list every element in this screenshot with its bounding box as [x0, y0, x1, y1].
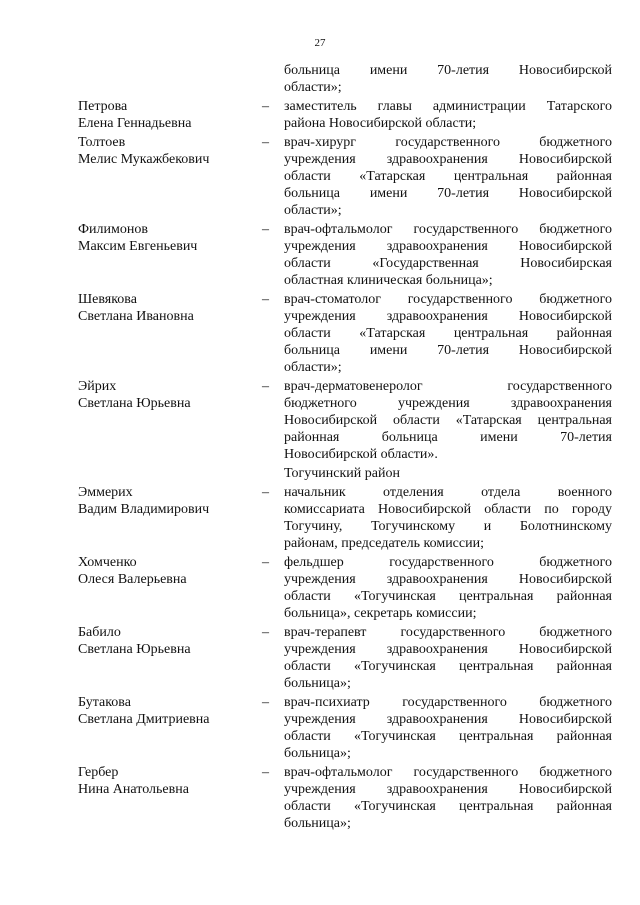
member-name: [78, 291, 262, 325]
description-line: больница имени 70-летия Новосибирской: [284, 186, 612, 201]
member-name: [78, 98, 262, 132]
member-description: [284, 291, 612, 376]
member-name: [78, 378, 262, 412]
member-surname: Петрова: [78, 99, 128, 114]
description-line: Новосибирской области».: [284, 447, 438, 462]
member-entry: [78, 134, 612, 219]
member-entry: [78, 554, 612, 622]
description-line: врач-терапевт государственного бюджетного: [284, 625, 612, 640]
description-line: начальник отделения отдела военного: [284, 485, 612, 500]
member-name: [78, 764, 262, 798]
member-given-names: Нина Анатольевна: [78, 782, 189, 797]
description-line: области «Татарская центральная районная: [284, 326, 612, 341]
member-entry: [78, 694, 612, 762]
dash-separator: –: [262, 99, 269, 114]
member-given-names: Мелис Мукажбекович: [78, 152, 210, 167]
member-entry: [78, 221, 612, 289]
member-surname: Бутакова: [78, 695, 131, 710]
dash-separator: –: [262, 555, 269, 570]
member-name: [78, 484, 262, 518]
description-line: области «Тогучинская центральная районная: [284, 799, 612, 814]
member-description: [284, 221, 612, 289]
member-given-names: Светлана Юрьевна: [78, 396, 191, 411]
description-line: больница»;: [284, 816, 351, 831]
description-line: врач-офтальмолог государственного бюджетного: [284, 222, 612, 237]
member-description: [284, 378, 612, 463]
member-entry: [78, 378, 612, 463]
member-description: [284, 694, 612, 762]
member-given-names: Светлана Ивановна: [78, 309, 194, 324]
dash-separator: –: [262, 695, 269, 710]
member-name: [78, 624, 262, 658]
description-line: врач-офтальмолог государственного бюджетного: [284, 765, 612, 780]
member-given-names: Максим Евгеньевич: [78, 239, 198, 254]
member-name: [78, 554, 262, 588]
section-heading: Тогучинский район: [284, 466, 400, 481]
member-surname: Хомченко: [78, 555, 137, 570]
dash-separator: –: [262, 485, 269, 500]
description-line: области «Татарская центральная районная: [284, 169, 612, 184]
member-name: [78, 694, 262, 728]
member-description: [284, 764, 612, 832]
description-line: врач-хирург государственного бюджетного: [284, 135, 612, 150]
description-line: области «Тогучинская центральная районная: [284, 659, 612, 674]
dash-separator: –: [262, 379, 269, 394]
description-line: учреждения здравоохранения Новосибирской: [284, 239, 612, 254]
description-line: области «Тогучинская центральная районная: [284, 589, 612, 604]
member-description: [284, 554, 612, 622]
description-line: больница имени 70-летия Новосибирской: [284, 63, 612, 78]
member-entry: [78, 98, 612, 132]
description-line: области»;: [284, 80, 342, 95]
member-description: [284, 134, 612, 219]
description-line: районная больница имени 70-летия: [284, 430, 612, 445]
member-description: [284, 484, 612, 552]
member-surname: Гербер: [78, 765, 119, 780]
dash-separator: –: [262, 292, 269, 307]
description-line: бюджетного учреждения здравоохранения: [284, 396, 612, 411]
description-line: фельдшер государственного бюджетного: [284, 555, 612, 570]
member-name: [78, 134, 262, 168]
description-line: области «Государственная Новосибирская: [284, 256, 612, 271]
description-line: учреждения здравоохранения Новосибирской: [284, 642, 612, 657]
description-line: врач-психиатр государственного бюджетного: [284, 695, 612, 710]
member-list-toguchinsky: [78, 484, 612, 832]
description-line: области»;: [284, 360, 342, 375]
description-line: области»;: [284, 203, 342, 218]
description-line: врач-дерматовенеролог государственного: [284, 379, 612, 394]
member-entry: [78, 764, 612, 832]
member-given-names: Елена Геннадьевна: [78, 116, 192, 131]
member-surname: Эйрих: [78, 379, 117, 394]
member-description: [284, 98, 612, 132]
page-number: 27: [314, 37, 326, 49]
description-line: Тогучину, Тогучинскому и Болотнинскому: [284, 519, 612, 534]
description-line: районам, председатель комиссии;: [284, 536, 484, 551]
description-line: больница»;: [284, 746, 351, 761]
description-line: больница имени 70-летия Новосибирской: [284, 343, 612, 358]
description-line: врач-стоматолог государственного бюджетного: [284, 292, 612, 307]
dash-separator: –: [262, 625, 269, 640]
continued-description: [284, 62, 612, 96]
member-description: [284, 624, 612, 692]
page-body: [78, 62, 612, 834]
member-entry: [78, 624, 612, 692]
member-surname: Филимонов: [78, 222, 148, 237]
member-name: [78, 221, 262, 255]
dash-separator: –: [262, 222, 269, 237]
description-line: больница», секретарь комиссии;: [284, 606, 477, 621]
description-line: учреждения здравоохранения Новосибирской: [284, 152, 612, 167]
dash-separator: –: [262, 765, 269, 780]
description-line: района Новосибирской области;: [284, 116, 477, 131]
member-surname: Шевякова: [78, 292, 137, 307]
description-line: области «Тогучинская центральная районная: [284, 729, 612, 744]
member-list-tatarsky: [78, 98, 612, 463]
member-surname: Эммерих: [78, 485, 133, 500]
description-line: заместитель главы администрации Татарского: [284, 99, 612, 114]
description-line: комиссариата Новосибирской области по городу: [284, 502, 612, 517]
description-line: учреждения здравоохранения Новосибирской: [284, 782, 612, 797]
member-given-names: Олеся Валерьевна: [78, 572, 187, 587]
member-entry: [78, 484, 612, 552]
description-line: учреждения здравоохранения Новосибирской: [284, 572, 612, 587]
description-line: Новосибирской области «Татарская центральная: [284, 413, 612, 428]
member-entry: [78, 291, 612, 376]
member-surname: Толтоев: [78, 135, 126, 150]
description-line: больница»;: [284, 676, 351, 691]
description-line: учреждения здравоохранения Новосибирской: [284, 712, 612, 727]
description-line: учреждения здравоохранения Новосибирской: [284, 309, 612, 324]
member-surname: Бабило: [78, 625, 121, 640]
member-given-names: Вадим Владимирович: [78, 502, 210, 517]
dash-separator: –: [262, 135, 269, 150]
description-line: областная клиническая больница»;: [284, 273, 493, 288]
member-given-names: Светлана Дмитриевна: [78, 712, 210, 727]
member-given-names: Светлана Юрьевна: [78, 642, 191, 657]
